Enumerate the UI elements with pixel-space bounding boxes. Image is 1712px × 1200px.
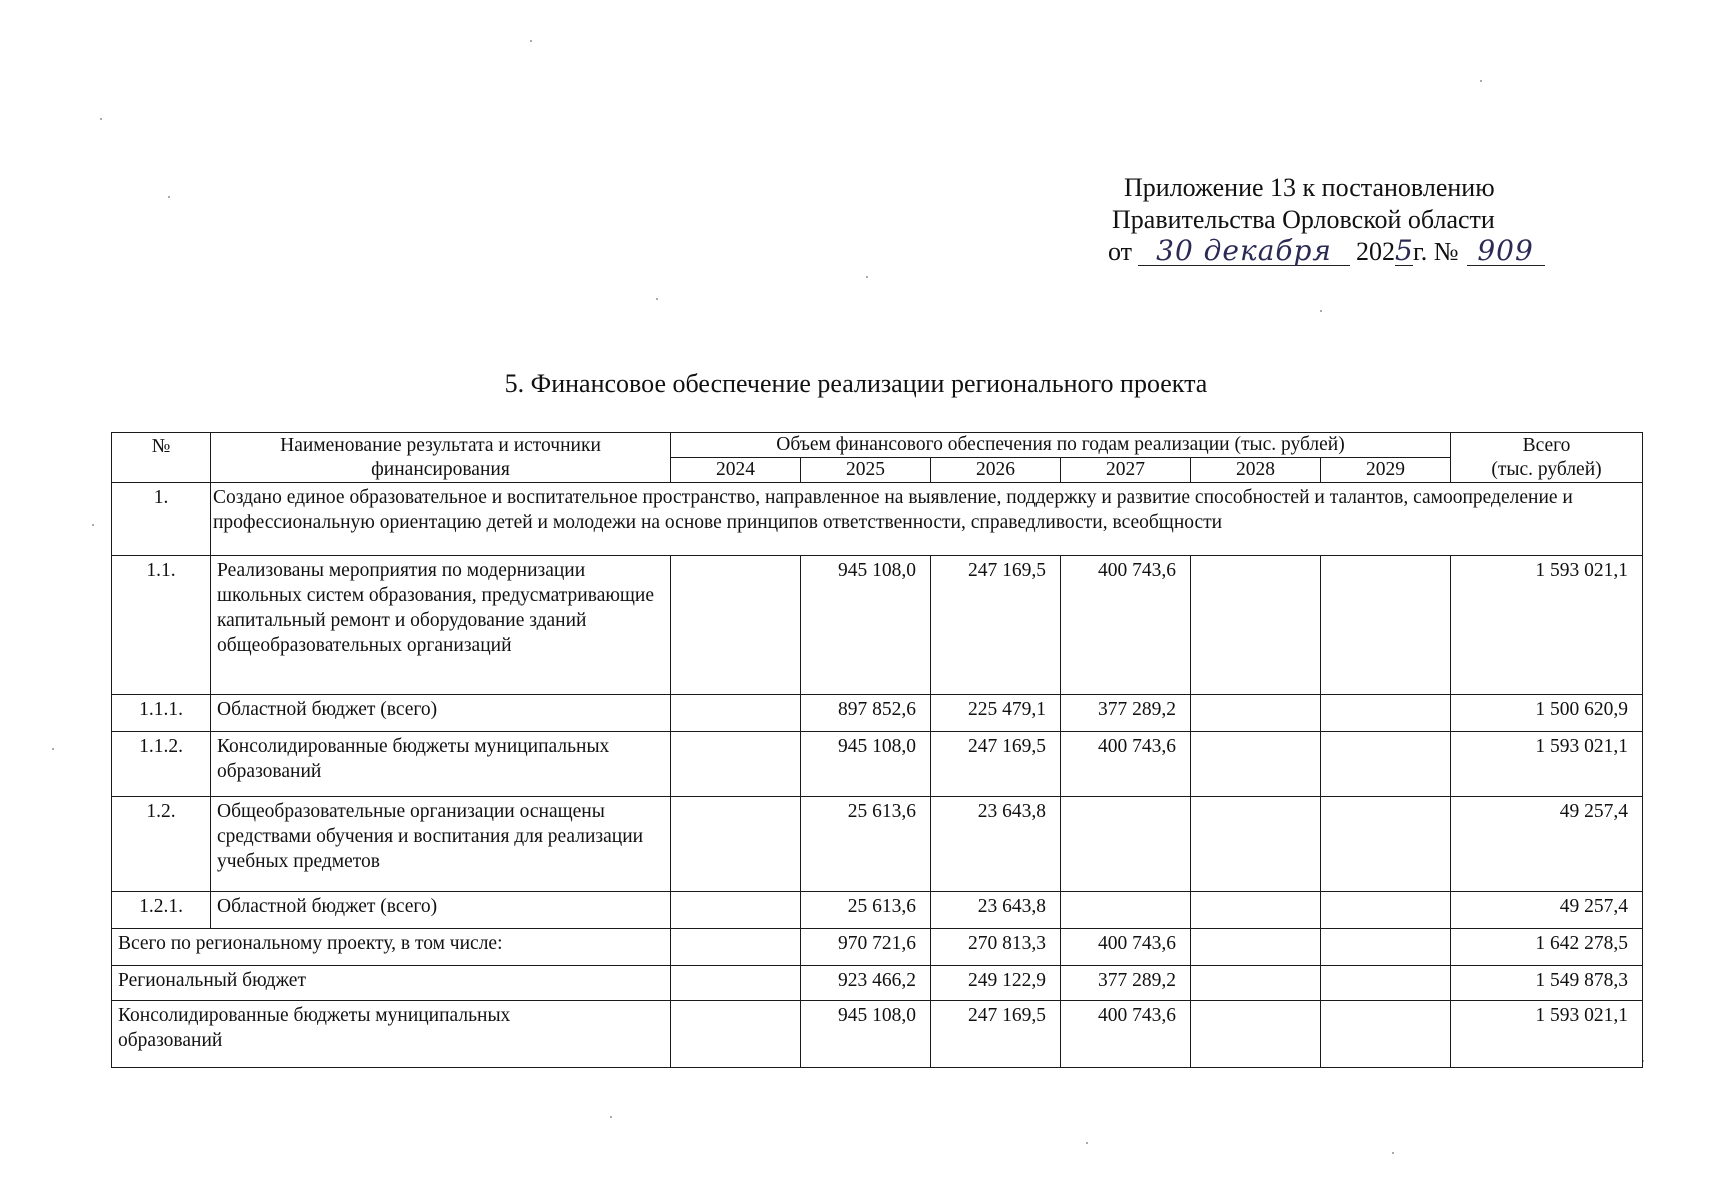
summary-value-2029 <box>1321 966 1451 1001</box>
goal-row <box>112 483 1643 556</box>
scan-speck <box>656 298 658 300</box>
row-value-2028 <box>1191 556 1321 695</box>
row-value-2029 <box>1321 695 1451 732</box>
scan-speck <box>92 524 94 526</box>
handwritten-date: 30 декабря <box>1138 237 1350 266</box>
row-value-2028 <box>1191 797 1321 892</box>
summary-value-2028 <box>1191 966 1321 1001</box>
row-value-2024 <box>671 695 801 732</box>
header-total-line-1: Всего <box>1522 434 1571 456</box>
row-value-2024 <box>671 797 801 892</box>
header-year: 2027 <box>1061 458 1191 483</box>
row-value-2025: 25 613,6 <box>801 892 931 929</box>
summary-total: 1 642 278,5 <box>1451 929 1643 966</box>
scan-speck <box>1480 80 1482 82</box>
scan-speck <box>100 118 102 120</box>
header-name: Наименование результата и источники финансирования <box>211 433 671 483</box>
row-value-2025: 897 852,6 <box>801 695 931 732</box>
appendix-line-2: Правительства Орловской области <box>1112 205 1495 234</box>
summary-value-2027: 400 743,6 <box>1061 1001 1191 1068</box>
header-year: 2024 <box>671 458 801 483</box>
appendix-line-3 <box>1108 236 1568 268</box>
row-value-2025: 945 108,0 <box>801 556 931 695</box>
header-no: № <box>112 433 211 483</box>
table-header-row <box>112 433 1643 458</box>
summary-label: Региональный бюджет <box>112 966 671 1001</box>
summary-value-2028 <box>1191 1001 1321 1068</box>
row-value-2026: 23 643,8 <box>931 797 1061 892</box>
summary-value-2027: 377 289,2 <box>1061 966 1191 1001</box>
row-name: Общеобразовательные организации оснащены средствами обучения и воспитания для реализации учебных предметов <box>211 797 671 892</box>
table-row <box>112 892 1643 929</box>
row-value-2028 <box>1191 732 1321 797</box>
scan-speck <box>168 196 170 198</box>
scan-speck <box>1320 310 1322 312</box>
summary-value-2028 <box>1191 929 1321 966</box>
header-year: 2026 <box>931 458 1061 483</box>
row-no: 1.1.1. <box>112 695 211 732</box>
row-value-2029 <box>1321 797 1451 892</box>
row-name: Реализованы мероприятия по модернизации школьных систем образования, предусматривающие капитальный ремонт и оборудование зданий общеобразовательных организаций <box>211 556 671 695</box>
row-name: Консолидированные бюджеты муниципальных образований <box>211 732 671 797</box>
summary-value-2026: 270 813,3 <box>931 929 1061 966</box>
row-no: 1.1.2. <box>112 732 211 797</box>
row-value-2026: 247 169,5 <box>931 732 1061 797</box>
summary-label <box>112 1001 671 1068</box>
row-value-2029 <box>1321 732 1451 797</box>
header-year: 2029 <box>1321 458 1451 483</box>
row-value-2024 <box>671 732 801 797</box>
row-no: 1.2.1. <box>112 892 211 929</box>
row-value-2024 <box>671 556 801 695</box>
row-no: 1.1. <box>112 556 211 695</box>
scan-speck <box>866 276 868 278</box>
scan-speck <box>530 40 532 42</box>
year-prefix: 202 <box>1356 237 1396 266</box>
summary-value-2026: 249 122,9 <box>931 966 1061 1001</box>
row-total: 1 593 021,1 <box>1451 732 1643 797</box>
row-value-2024 <box>671 892 801 929</box>
section-title: 5. Финансовое обеспечение реализации регионального проекта <box>504 369 1208 398</box>
header-total <box>1451 433 1643 483</box>
row-value-2027: 400 743,6 <box>1061 732 1191 797</box>
summary-value-2025: 970 721,6 <box>801 929 931 966</box>
number-label: г. № <box>1413 237 1459 266</box>
header-volume: Объем финансового обеспечения по годам реализации (тыс. рублей) <box>671 433 1451 458</box>
row-total: 1 593 021,1 <box>1451 556 1643 695</box>
table-row <box>112 695 1643 732</box>
summary-value-2024 <box>671 929 801 966</box>
summary-value-2027: 400 743,6 <box>1061 929 1191 966</box>
row-value-2027 <box>1061 892 1191 929</box>
scan-speck <box>610 1116 612 1118</box>
row-total: 49 257,4 <box>1451 892 1643 929</box>
row-no: 1.2. <box>112 797 211 892</box>
summary-total: 1 549 878,3 <box>1451 966 1643 1001</box>
summary-value-2029 <box>1321 1001 1451 1068</box>
header-total-line-2: (тыс. рублей) <box>1491 458 1602 480</box>
row-name: Областной бюджет (всего) <box>211 892 671 929</box>
row-value-2029 <box>1321 892 1451 929</box>
summary-label-text: Консолидированные бюджеты муниципальных образований <box>118 1005 511 1051</box>
summary-row-regional <box>112 966 1643 1001</box>
row-value-2028 <box>1191 892 1321 929</box>
table-row <box>112 797 1643 892</box>
summary-row-total <box>112 929 1643 966</box>
summary-total: 1 593 021,1 <box>1451 1001 1643 1068</box>
handwritten-year-digit: 5 <box>1395 234 1414 267</box>
scan-speck <box>52 748 54 750</box>
from-label: от <box>1108 237 1133 266</box>
row-value-2026: 23 643,8 <box>931 892 1061 929</box>
row-value-2027: 400 743,6 <box>1061 556 1191 695</box>
financing-table <box>111 432 1643 1068</box>
row-value-2027: 377 289,2 <box>1061 695 1191 732</box>
row-name: Областной бюджет (всего) <box>211 695 671 732</box>
row-value-2029 <box>1321 556 1451 695</box>
appendix-header <box>1108 172 1568 268</box>
table-row <box>112 556 1643 695</box>
summary-value-2029 <box>1321 929 1451 966</box>
row-total: 49 257,4 <box>1451 797 1643 892</box>
row-value-2025: 25 613,6 <box>801 797 931 892</box>
summary-label: Всего по региональному проекту, в том числе: <box>112 929 671 966</box>
summary-value-2024 <box>671 966 801 1001</box>
goal-no: 1. <box>112 483 211 556</box>
summary-value-2025: 945 108,0 <box>801 1001 931 1068</box>
goal-text: Создано единое образовательное и воспитательное пространство, направленное на выявление, поддержку и развитие способностей и талантов, самоопределение и профессиональную ориентацию детей и молодежи на основе принципов ответственности, справедливости, всеобщности <box>211 483 1643 556</box>
summary-value-2024 <box>671 1001 801 1068</box>
row-value-2026: 247 169,5 <box>931 556 1061 695</box>
row-value-2027 <box>1061 797 1191 892</box>
summary-value-2026: 247 169,5 <box>931 1001 1061 1068</box>
table-row <box>112 732 1643 797</box>
appendix-line-1: Приложение 13 к постановлению <box>1124 173 1495 202</box>
summary-row-municipal <box>112 1001 1643 1068</box>
header-year: 2028 <box>1191 458 1321 483</box>
row-total: 1 500 620,9 <box>1451 695 1643 732</box>
row-value-2026: 225 479,1 <box>931 695 1061 732</box>
row-value-2028 <box>1191 695 1321 732</box>
header-year: 2025 <box>801 458 931 483</box>
row-value-2025: 945 108,0 <box>801 732 931 797</box>
scan-speck <box>1392 1152 1394 1154</box>
scan-speck <box>1086 1142 1088 1144</box>
handwritten-number: 909 <box>1467 237 1545 266</box>
summary-value-2025: 923 466,2 <box>801 966 931 1001</box>
